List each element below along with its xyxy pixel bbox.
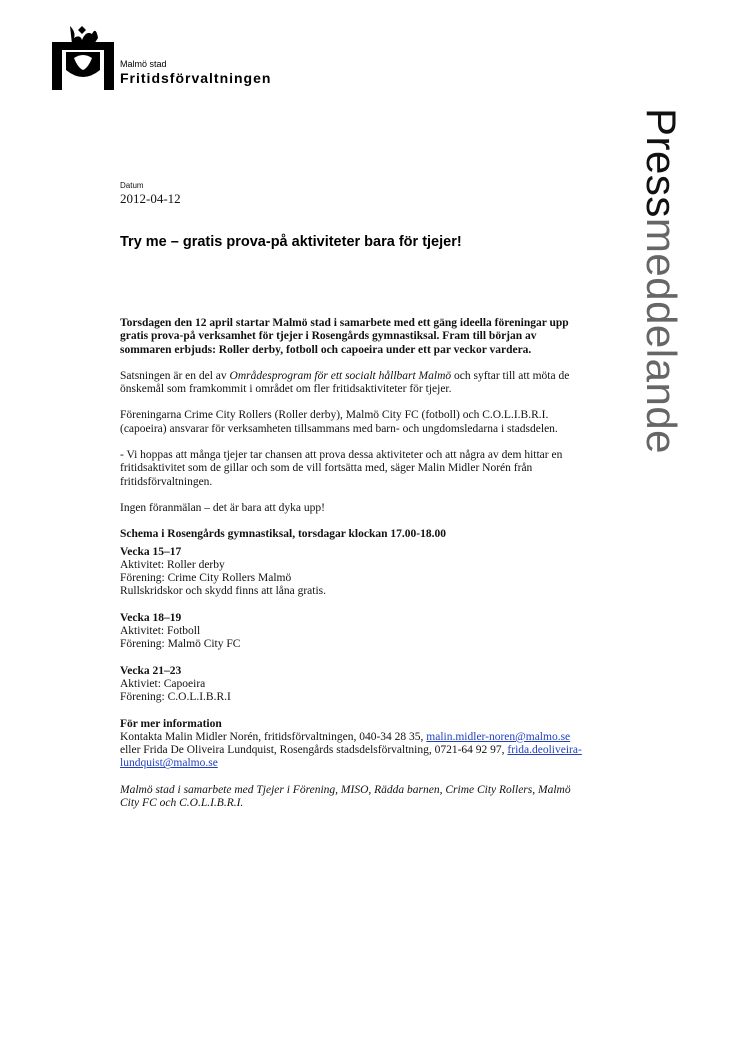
schedule-week: Vecka 21–23 (120, 664, 182, 677)
schedule-block-2 (120, 612, 590, 652)
schedule-line: Aktivitet: Roller derby (120, 558, 225, 571)
contact-block (120, 718, 590, 771)
lead-paragraph: Torsdagen den 12 april startar Malmö stad i samarbete med ett gäng ideella föreningar upp gratis prova-på verksamhet för tjejer i Rosengårds gymnastiksal. Fram till början av sommaren erbjuds: Roller derby, fotboll och capoeira under ett par veckor vardera. (120, 317, 569, 356)
headline: Try me – gratis prova-på aktiviteter bara för tjejer! (120, 234, 462, 250)
paragraph-1-text-a: Satsningen är en del av (120, 369, 230, 382)
paragraph-4: Ingen föranmälan – det är bara att dyka upp! (120, 501, 325, 514)
contact-text-b: eller Frida De Oliveira Lundquist, Rosengårds stadsdelsförvaltning, 0721-64 92 97, (120, 744, 508, 757)
org-name: Fritidsförvaltningen (120, 70, 272, 86)
schedule-line: Förening: Crime City Rollers Malmö (120, 572, 292, 585)
vertical-label-meddelande: meddelande (638, 217, 685, 455)
paragraph-1 (120, 370, 590, 397)
schedule-line: Aktiviet: Capoeira (120, 677, 206, 690)
quote-paragraph: - Vi hoppas att många tjejer tar chansen att prova dessa aktiviteter och att några av dem hittar en fritidsaktivitet som de gillar och som de vill fortsätta med, säger Malin Midler Norén från fritidsförvaltningen. (120, 449, 563, 488)
schedule-heading: Schema i Rosengårds gymnastiksal, torsdagar klockan 17.00-18.00 (120, 528, 446, 541)
contact-heading: För mer information (120, 717, 222, 730)
contact-text (120, 731, 590, 771)
contact-text-a: Kontakta Malin Midler Norén, fritidsförvaltningen, 040-34 28 35, (120, 730, 427, 743)
schedule-line: Förening: C.O.L.I.B.R.I (120, 691, 231, 704)
schedule-line: Förening: Malmö City FC (120, 638, 241, 651)
vertical-label-press: Press (638, 108, 685, 218)
program-name: Områdesprogram för ett socialt hållbart Malmö (229, 369, 452, 382)
email-link-malin[interactable]: malin.midler-noren@malmo.se (426, 730, 571, 743)
org-city: Malmö stad (120, 59, 167, 69)
paragraph-1-text-b: och syftar till att möta de önskemål som framkommit i området om fler fritidsaktiviteter för tjejer. (120, 369, 570, 396)
schedule-line: Rullskridskor och skydd finns att låna gratis. (120, 585, 327, 598)
partners-footer: Malmö stad i samarbete med Tjejer i Förening, MISO, Rädda barnen, Crime City Rollers, Malmö City FC och C.O.L.I.B.R.I. (120, 783, 571, 810)
vertical-pressmeddelande-label (631, 108, 691, 548)
schedule-week: Vecka 18–19 (120, 611, 182, 624)
date-value: 2012-04-12 (120, 191, 181, 206)
email-link-frida[interactable]: frida.deoliveira-lundquist@malmo.se (120, 744, 582, 770)
schedule-week: Vecka 15–17 (120, 545, 182, 558)
schedule-block-3 (120, 665, 590, 705)
malmo-stad-griffin-logo (52, 24, 114, 90)
date-label: Datum (120, 181, 144, 190)
document-body (120, 181, 590, 810)
schedule-block-1 (120, 546, 590, 599)
paragraph-2: Föreningarna Crime City Rollers (Roller derby), Malmö City FC (fotboll) och C.O.L.I.B.R.I. (capoeira) ansvarar för verksamheten tillsammans med barn- och ungdomsledarna i stadsdelen. (120, 409, 558, 435)
organization-block (120, 59, 271, 87)
schedule-line: Aktivitet: Fotboll (120, 625, 201, 638)
